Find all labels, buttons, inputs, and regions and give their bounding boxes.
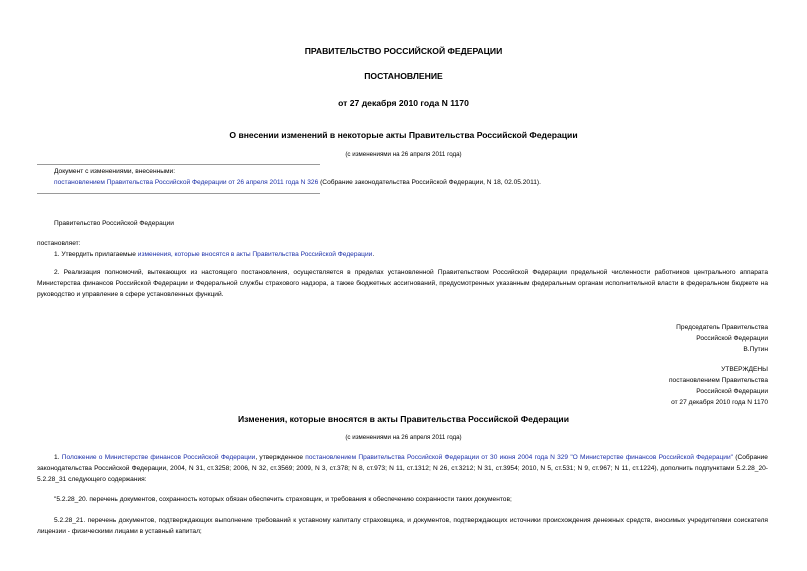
changes-label: Документ с изменениями, внесенными: <box>54 168 176 175</box>
approval-block <box>560 364 768 408</box>
approval-line-4: от 27 декабря 2010 года N 1170 <box>671 399 768 406</box>
annex-item-1 <box>37 452 768 485</box>
subparagraph-5-2-28-21: 5.2.28_21. перечень документов, подтверждающих выполнение требований к уставному капиталу страховщика, и документов, подтверждающих источники происхождения денежных средств, вносимых учредителями соискателя лицензии - физическими лицами в уставный капитал; <box>37 517 768 535</box>
signature-country: Российской Федерации <box>696 335 768 342</box>
changes-bottom-rule <box>37 193 320 194</box>
paragraph-1-suffix: . <box>372 251 375 258</box>
government-name: ПРАВИТЕЛЬСТВО РОССИЙСКОЙ ФЕДЕРАЦИИ <box>304 46 503 56</box>
approval-line-2: постановлением Правительства <box>668 377 768 384</box>
changes-top-rule <box>37 164 320 165</box>
approval-line-1: УТВЕРЖДЕНЫ <box>721 366 768 373</box>
signature-name: В.Путин <box>743 346 768 353</box>
document-type: ПОСТАНОВЛЕНИЕ <box>364 71 443 81</box>
finance-ministry-regulation-link[interactable]: Положение о Министерстве финансов Российской Федерации <box>61 454 256 461</box>
approval-line-3: Российской Федерации <box>696 388 768 395</box>
document-title: О внесении изменений в некоторые акты Правительства Российской Федерации <box>229 130 578 140</box>
decrees-word: постановляет: <box>37 240 81 247</box>
annex-title: Изменения, которые вносятся в акты Правительства Российской Федерации <box>237 414 569 424</box>
amended-note: (с изменениями на 26 апреля 2011 года) <box>345 151 462 158</box>
changes-annex-link[interactable]: изменения, которые вносятся в акты Правительства Российской Федерации <box>137 251 373 258</box>
paragraph-1 <box>54 249 374 260</box>
subparagraph-5-2-28-20: "5.2.28_20. перечень документов, сохранность которых обязан обеспечить страховщик, и требования к обеспечению сохранности таких документов; <box>54 496 512 503</box>
issuer: Правительство Российской Федерации <box>54 220 174 227</box>
annex-item-1-text-2: (Собрание законодательства Российской Федерации, 2004, N 31, ст.3258; 2006, N 32, ст.3569; 2009, N 3, ст.378; N 8, ст.973; N 11, ст.1312; N 26, ст.3212; N 31, ст.3954; 2010, N 5, ст.531; N 9, ст.967; N 11, ст.1224), дополнить подпунктами 5.2.28_20-5.2.28_31 следующего содержания: <box>37 454 768 483</box>
changes-source: (Собрание законодательства Российской Федерации, N 18, 02.05.2011). <box>318 179 541 186</box>
signature-position: Председатель Правительства <box>676 324 768 331</box>
paragraph-2: 2. Реализация полномочий, вытекающих из настоящего постановления, осуществляется в пределах установленной Правительством Российской Федерации предельной численности работников центрального аппарата Министерства финансов Российской Федерации и Федеральной службы страхового надзора, а также бюджетных ассигнований, предусмотренных указанным федеральным органам исполнительной власти в федеральном бюджете на руководство и управление в сфере установленных функций. <box>37 269 768 298</box>
paragraph-1-prefix: 1. Утвердить прилагаемые <box>54 251 138 258</box>
changes-reference <box>54 177 541 188</box>
annex-item-1-number: 1. <box>54 454 62 461</box>
annex-item-1-text-1: , утвержденное <box>255 454 306 461</box>
signature-block <box>560 322 768 355</box>
document-date: от 27 декабря 2010 года N 1170 <box>338 98 469 108</box>
annex-amended-note: (с изменениями на 26 апреля 2011 года) <box>345 434 462 441</box>
amending-decree-link[interactable]: постановлением Правительства Российской Федерации от 26 апреля 2011 года N 326 <box>54 179 319 186</box>
decree-329-link[interactable]: постановлением Правительства Российской Федерации от 30 июня 2004 года N 329 "О Министерстве финансов Российской Федерации" <box>305 454 734 461</box>
